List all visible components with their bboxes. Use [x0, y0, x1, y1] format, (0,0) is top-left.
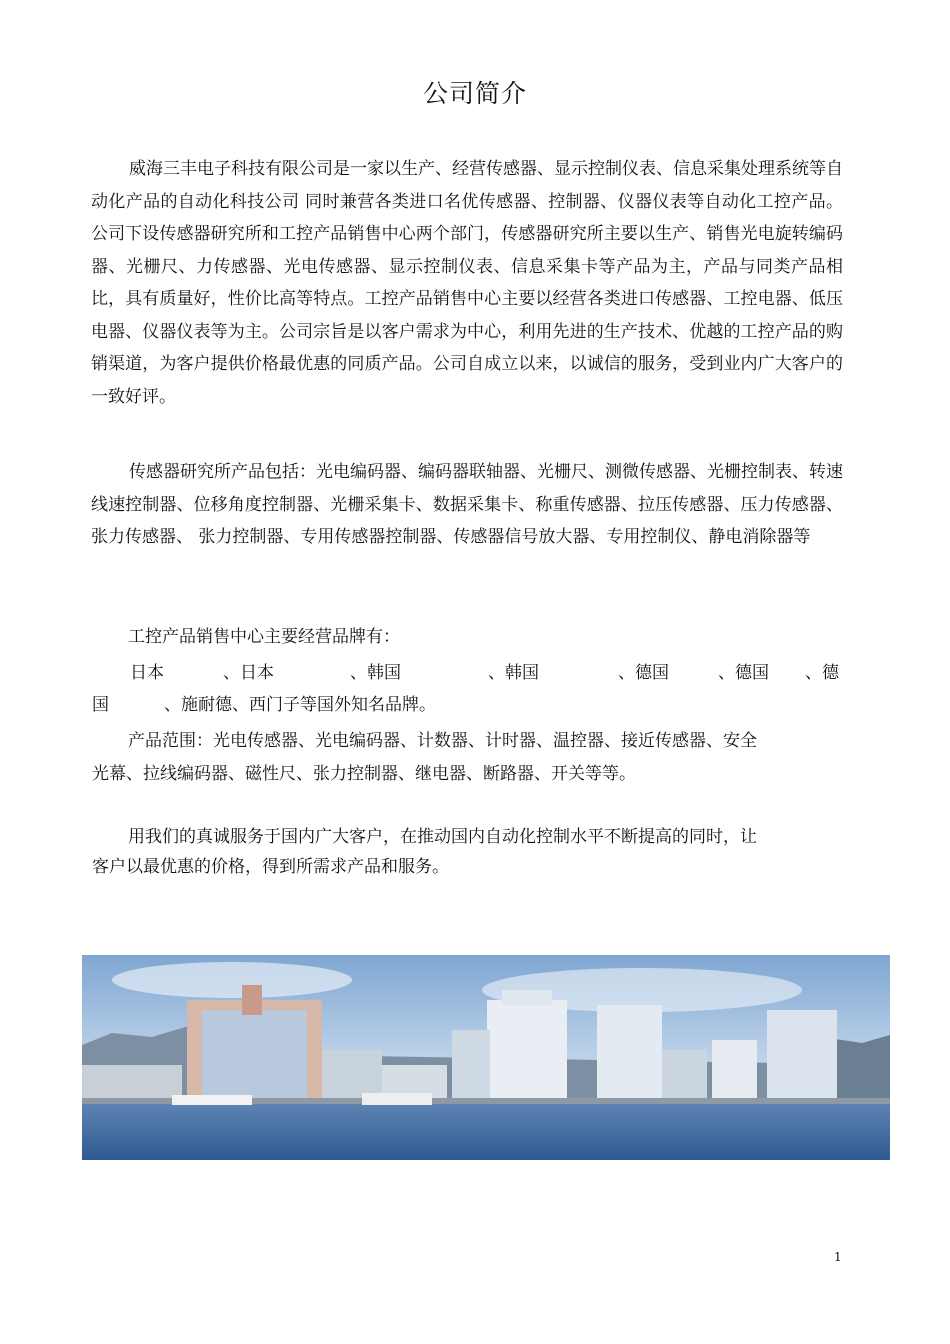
product-range-line-2: 光幕、拉线编码器、磁性尺、张力控制器、继电器、断路器、开关等等。: [92, 764, 636, 784]
brand-item: 、韩国: [488, 663, 539, 683]
brand-item: 日本: [130, 663, 164, 683]
company-intro-paragraph: 威海三丰电子科技有限公司是一家以生产、经营传感器、显示控制仪表、信息采集处理系统等自动化产品的自动化科技公司 同时兼营各类进口名优传感器、控制器、仪器仪表等自动化工控产品。公司下设传感器研究所和工控产品销售中心两个部门，传感器研究所主要以生产、销售光电旋转编码器、光栅尺、力传感器、光电传感器、显示控制仪表、信息采集卡等产品为主，产品与同类产品相比，具有质量好，性价比高等特点。工控产品销售中心主要以经营各类进口传感器、工控电器、低压电器、仪器仪表等为主。公司宗旨是以客户需求为中心，利用先进的生产技术、优越的工控产品的购销渠道，为客户提供价格最优惠的同质产品。公司自成立以来，以诚信的服务，受到业内广大客户的一致好评。: [91, 159, 843, 407]
brands-row: [130, 658, 843, 688]
brand-item: 、德: [805, 663, 839, 683]
product-range-line-1: 产品范围：光电传感器、光电编码器、计数器、计时器、温控器、接近传感器、安全: [128, 731, 757, 751]
brand-item: 、德国: [718, 663, 769, 683]
page-number: 1: [834, 1250, 842, 1264]
brand-item: 国: [92, 695, 109, 715]
brand-item: 、日本: [223, 663, 274, 683]
page-title: 公司简介: [422, 79, 527, 108]
city-skyline-photo: [82, 955, 890, 1160]
closing-line-1: 用我们的真诚服务于国内广大客户，在推动国内自动化控制水平不断提高的同时，让: [128, 827, 757, 847]
brands-suffix: 、施耐德、西门子等国外知名品牌。: [164, 695, 436, 715]
brand-item: 、德国: [618, 663, 669, 683]
products-paragraph: 传感器研究所产品包括：光电编码器、编码器联轴器、光栅尺、测微传感器、光栅控制表、转速线速控制器、位移角度控制器、光栅采集卡、数据采集卡、称重传感器、拉压传感器、压力传感器、张力传感器、 张力控制器、专用传感器控制器、传感器信号放大器、专用控制仪、静电消除器等: [91, 462, 843, 547]
closing-line-2: 客户以最优惠的价格，得到所需求产品和服务。: [92, 857, 449, 877]
brands-intro: 工控产品销售中心主要经营品牌有：: [128, 627, 400, 647]
brand-item: 、韩国: [350, 663, 401, 683]
